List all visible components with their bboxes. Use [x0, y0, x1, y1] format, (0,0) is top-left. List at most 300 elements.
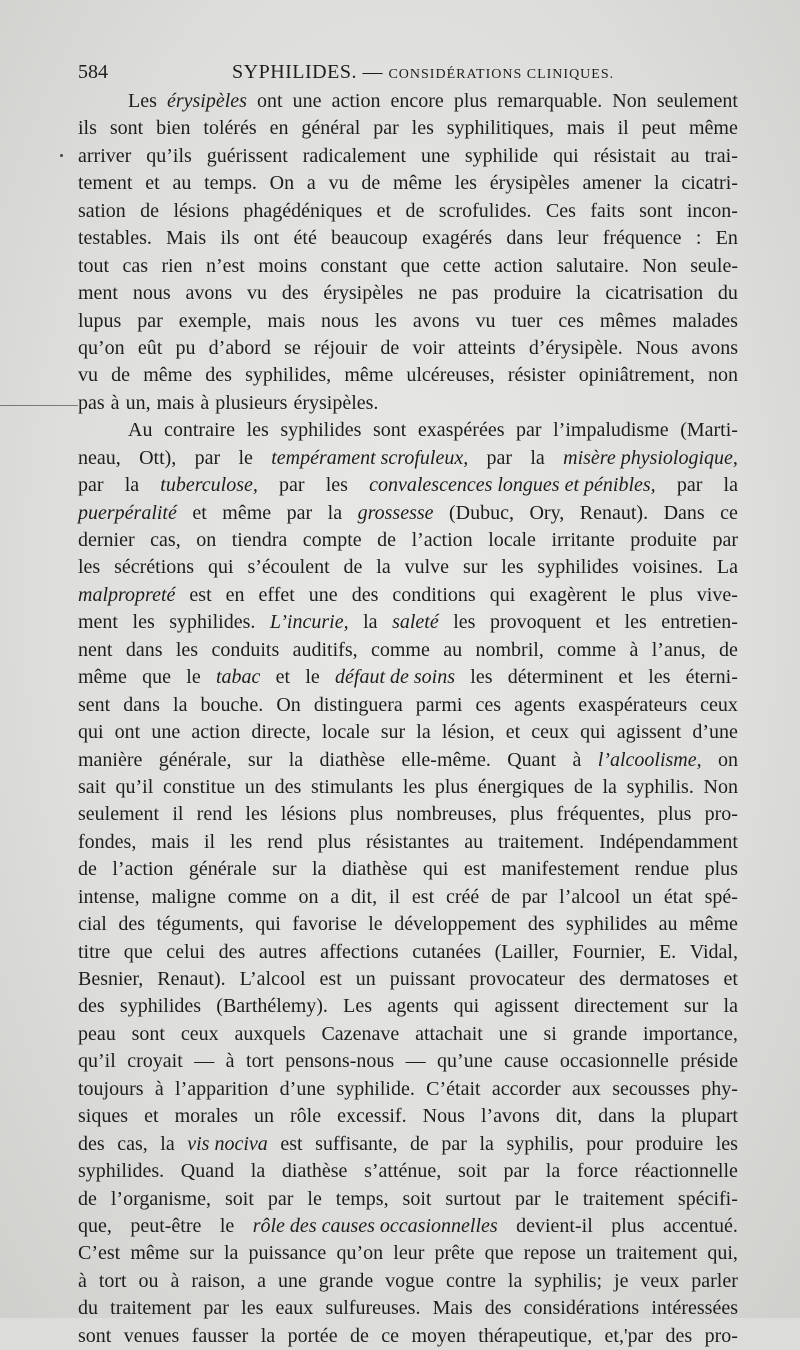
word: leur	[557, 227, 589, 250]
word: pensons-nous	[285, 1050, 395, 1073]
word: le	[238, 446, 253, 469]
word: sur	[272, 858, 297, 881]
word: ulcéreuses,	[406, 364, 495, 387]
word: raison,	[191, 1269, 246, 1292]
word: Nous	[635, 336, 679, 359]
word: vive-	[696, 583, 738, 606]
word: pro-	[704, 1324, 738, 1347]
word: remarquable.	[497, 90, 603, 112]
word: C’était	[426, 1077, 481, 1100]
ink-speck	[60, 154, 63, 157]
text-line	[78, 939, 738, 966]
word: la	[160, 1132, 175, 1155]
text-line	[78, 1240, 738, 1267]
word: Indépendamment	[599, 830, 738, 853]
word: d’une	[692, 721, 738, 744]
word: seule-	[690, 254, 738, 277]
word: puerpéralité	[78, 501, 177, 524]
text-line	[78, 1323, 738, 1350]
word: intense,	[78, 885, 140, 908]
word: ou	[138, 1269, 159, 1292]
word: distinguera	[313, 693, 403, 716]
word: réjouir	[313, 336, 368, 359]
word: cial	[78, 913, 107, 936]
word: peut	[641, 117, 677, 140]
word: par	[373, 117, 399, 140]
word: par	[486, 446, 513, 469]
text-line	[78, 500, 738, 527]
text-line	[78, 1268, 738, 1295]
text-line	[78, 582, 738, 609]
word: fausser	[191, 1324, 249, 1347]
text-line	[78, 88, 738, 115]
word: un	[253, 1105, 274, 1128]
word: a	[306, 172, 316, 195]
word: au	[670, 144, 690, 167]
text-line	[78, 1186, 738, 1213]
word: radicalement	[302, 144, 407, 167]
word: comme	[370, 638, 430, 661]
word: soit	[457, 1160, 487, 1183]
word: ceux	[531, 721, 570, 744]
running-head-title: SYPHILIDES. —	[232, 61, 383, 83]
word: soit	[225, 1187, 254, 1210]
word: mêmes	[599, 309, 657, 332]
word: les	[241, 1297, 264, 1320]
word: fondes,	[78, 830, 137, 853]
word: la	[327, 501, 343, 524]
word: sulfureuses.	[325, 1297, 421, 1320]
word: non	[707, 364, 738, 387]
word: qui	[553, 144, 579, 167]
word: syphilide.	[336, 1077, 415, 1100]
word: développement	[394, 913, 517, 936]
word: même	[143, 364, 193, 387]
word: les	[175, 638, 199, 661]
word: ne	[418, 282, 438, 305]
word: que	[400, 254, 430, 277]
word: même	[393, 172, 442, 195]
word: attachait	[415, 1022, 483, 1045]
word: auditifs,	[292, 638, 358, 661]
word: la	[602, 775, 617, 798]
word: —	[405, 1050, 426, 1073]
word: par	[676, 474, 703, 497]
word: En	[715, 227, 738, 250]
word: et	[723, 968, 738, 990]
word: qu’il	[115, 775, 154, 798]
word: exaspérateurs	[578, 693, 688, 716]
word: fréquentes,	[556, 803, 645, 826]
word: les	[245, 803, 268, 826]
word: trai-	[704, 144, 738, 167]
word: dernier	[78, 529, 135, 551]
word: eaux	[275, 1297, 314, 1320]
word: beaucoup	[331, 227, 408, 250]
word: la	[723, 995, 738, 1018]
word: Non	[612, 90, 647, 112]
word: la	[479, 1132, 494, 1155]
word: ment	[78, 282, 118, 305]
word: celui	[166, 940, 206, 963]
word: un	[586, 1242, 606, 1265]
word: encore	[390, 90, 444, 112]
word: rendue	[634, 858, 690, 881]
word: arriver	[78, 144, 132, 167]
word: sait	[78, 775, 106, 798]
word: plus	[658, 803, 692, 826]
word: effet	[258, 583, 295, 606]
word: de	[349, 1324, 369, 1347]
word: par	[521, 885, 548, 908]
word: et	[618, 666, 633, 689]
margin-rule-mark	[0, 405, 78, 406]
word: guérissent	[206, 144, 288, 167]
word: mais	[156, 391, 195, 414]
word: les	[453, 611, 476, 634]
text-line	[78, 1048, 738, 1075]
word: les	[648, 666, 671, 689]
word: syphilis.	[626, 775, 694, 798]
word: excessif.	[337, 1105, 407, 1128]
word: affections	[320, 940, 399, 963]
word: autres	[258, 940, 307, 963]
word: syphilides	[119, 995, 202, 1018]
word: rend	[196, 803, 233, 826]
word: mais	[267, 309, 306, 332]
word: est	[411, 885, 435, 908]
text-line	[78, 198, 738, 225]
text-line	[78, 335, 738, 362]
text-line	[78, 527, 738, 554]
word: d’érysipèle.	[528, 336, 623, 359]
word: par	[78, 474, 104, 497]
word: l’anus,	[651, 638, 706, 661]
word: accorder	[491, 1077, 561, 1100]
word: le	[219, 1214, 235, 1237]
word: les	[78, 556, 101, 579]
word: conduits	[211, 638, 280, 661]
word: plus	[317, 830, 352, 853]
word: il	[388, 885, 401, 908]
word: sont	[373, 419, 407, 442]
word: que	[123, 940, 153, 963]
word: ils	[220, 227, 240, 250]
word: scrofulides.	[438, 199, 532, 222]
word: phagédéniques	[243, 199, 363, 222]
word: les	[454, 172, 477, 195]
word: eût	[137, 336, 163, 359]
word: manifestement	[501, 858, 620, 881]
word: directe,	[251, 721, 311, 744]
word: du	[717, 282, 738, 305]
word: l’alcoolisme,	[597, 748, 702, 771]
word: siques	[78, 1105, 128, 1128]
word: des	[78, 995, 105, 1018]
word: croyait	[127, 1050, 183, 1073]
word: au	[658, 913, 678, 936]
word: peut-être	[130, 1214, 202, 1237]
word: syphilides	[280, 419, 362, 442]
word: devient-il	[516, 1214, 593, 1237]
text-line	[78, 856, 738, 883]
word: syphilis;	[534, 1269, 603, 1292]
word: se	[284, 336, 301, 359]
word: plus	[349, 803, 383, 826]
word: exagérés	[422, 227, 493, 250]
word: de	[343, 556, 363, 579]
word: prête	[434, 1242, 475, 1265]
word: énergiques	[477, 775, 565, 798]
word: titre	[78, 940, 111, 963]
word: sont	[109, 117, 144, 140]
word: des	[578, 968, 606, 990]
word: par	[137, 309, 163, 332]
word: érysipèles	[489, 172, 570, 195]
word: constitue	[162, 775, 236, 798]
word: Vidal,	[689, 940, 738, 963]
word: éterni-	[685, 666, 738, 689]
word: Besnier,	[78, 968, 144, 990]
word: ce	[720, 501, 738, 524]
word: sécrétions	[114, 556, 195, 579]
word: même	[222, 501, 272, 524]
word: de	[111, 364, 131, 387]
word: créé	[445, 885, 480, 908]
word: qui	[453, 995, 480, 1018]
word: de	[410, 1132, 429, 1155]
word: le	[186, 666, 201, 689]
word: qu’une	[437, 1050, 493, 1073]
word: Les	[128, 90, 157, 112]
word: sur	[683, 995, 709, 1018]
word: moyen	[411, 1324, 466, 1347]
word: comme	[227, 885, 287, 908]
word: traitement	[582, 1187, 664, 1210]
word: plus	[704, 858, 738, 881]
word: des	[665, 1324, 693, 1347]
word: avons	[691, 336, 738, 359]
word: atteints	[457, 336, 516, 359]
word: syphilide	[464, 144, 539, 167]
word: pour	[586, 1132, 623, 1155]
word: manière	[78, 748, 143, 771]
word: qui	[78, 721, 104, 744]
word: plus	[434, 775, 469, 798]
word: comme	[557, 638, 617, 661]
word: l’alcool	[559, 885, 621, 908]
word: en	[269, 117, 289, 140]
word: téguments,	[156, 913, 244, 936]
word: d’abord	[208, 336, 271, 359]
text-line	[78, 280, 738, 307]
word: contraire	[163, 419, 236, 442]
word: traitement.	[498, 830, 585, 853]
word: la	[576, 282, 591, 305]
word: d’une	[279, 1077, 326, 1100]
word: on	[718, 748, 738, 771]
word: même	[78, 666, 127, 689]
word: spé-	[704, 885, 738, 908]
text-line	[78, 417, 738, 444]
word: dit,	[555, 1105, 583, 1128]
word: Renaut).	[579, 501, 649, 524]
text-line	[78, 966, 738, 993]
word: (Dubuc,	[449, 501, 514, 524]
text-line	[78, 774, 738, 801]
word: l’organisme,	[110, 1187, 212, 1210]
text-line	[78, 911, 738, 938]
word: même	[688, 117, 738, 140]
word: morales	[174, 1105, 238, 1128]
word: tiendra	[231, 529, 288, 551]
word: à	[170, 1269, 180, 1292]
word: amener	[582, 172, 642, 195]
word: des	[527, 913, 555, 936]
text-line	[78, 609, 738, 636]
word: suffisante,	[315, 1132, 398, 1155]
word: opiniâtrement,	[578, 364, 695, 387]
text-line	[78, 993, 738, 1020]
text-line	[78, 115, 738, 142]
word: tort	[98, 1269, 127, 1292]
word: par	[441, 1132, 467, 1155]
word: aux	[572, 1077, 601, 1100]
word: défaut de soins	[335, 666, 456, 689]
word: été	[293, 227, 317, 250]
word: les	[411, 117, 434, 140]
word: une	[151, 721, 181, 744]
word: à	[78, 1269, 87, 1292]
word: considérations	[523, 1297, 640, 1320]
word: un	[355, 968, 376, 990]
word: malpropreté	[78, 583, 176, 606]
word: par	[267, 1187, 294, 1210]
word: la	[260, 1324, 276, 1347]
word: des	[118, 913, 146, 936]
word: nombreuses,	[396, 803, 497, 826]
word: tout	[78, 254, 110, 277]
word: mais	[151, 830, 190, 853]
word: par	[286, 501, 313, 524]
word: lésions	[173, 199, 230, 222]
text-line	[78, 143, 738, 170]
word: générale	[188, 858, 257, 881]
word: plusieurs	[215, 391, 288, 414]
word: puissance	[248, 1242, 327, 1265]
word: Ott),	[139, 446, 177, 469]
word: vu	[78, 364, 98, 387]
page-number: 584	[78, 61, 108, 83]
word: cette	[442, 254, 481, 277]
word: une	[498, 1022, 528, 1045]
word: qui,	[707, 1242, 738, 1265]
word: dans	[123, 693, 160, 716]
word: syphilitiques,	[446, 117, 554, 140]
word: (Lailler,	[494, 940, 559, 963]
body-text	[78, 88, 738, 1350]
word: salutaire.	[556, 254, 629, 277]
text-line	[78, 225, 738, 252]
word: produire	[635, 1132, 704, 1155]
word: par	[712, 529, 738, 551]
text-line	[78, 1158, 738, 1185]
word: cause	[504, 1050, 549, 1073]
word: les	[402, 775, 426, 798]
word: lupus	[78, 309, 122, 332]
word: la	[223, 1242, 239, 1265]
word: rend	[267, 830, 303, 853]
word: le	[307, 1187, 322, 1210]
word: mais	[566, 117, 605, 140]
word: maligne	[151, 885, 216, 908]
word: il	[617, 117, 629, 140]
word: et	[505, 721, 521, 744]
word: et	[145, 172, 160, 195]
word: la	[124, 474, 140, 497]
word: L’incurie,	[269, 611, 349, 634]
text-line	[78, 747, 738, 774]
word: vis nociva	[187, 1132, 268, 1155]
word: les	[715, 1132, 738, 1155]
word: s’écoulent	[247, 556, 330, 579]
word: Fournier,	[572, 940, 646, 963]
word: de	[78, 858, 97, 881]
word: grande	[318, 1269, 374, 1292]
word: bien	[156, 117, 191, 140]
word: nombril,	[475, 638, 544, 661]
word: puissant	[389, 968, 456, 990]
word: la	[376, 556, 391, 579]
word: un,	[125, 391, 151, 414]
word: et	[376, 199, 392, 222]
word: vu	[247, 282, 267, 305]
word: neau,	[78, 446, 121, 469]
word: de	[140, 199, 160, 222]
word: traitement	[616, 1242, 698, 1265]
word: Quand	[180, 1160, 235, 1183]
word: la	[654, 172, 669, 195]
word: tuberculose,	[160, 474, 258, 497]
word: le	[554, 1187, 569, 1210]
word: accentué.	[662, 1214, 738, 1237]
word: convalescences longues et pénibles,	[369, 474, 656, 497]
word: qui	[489, 583, 516, 606]
text-line	[78, 1021, 738, 1048]
word: qui	[422, 858, 449, 881]
word: temps.	[204, 172, 257, 195]
word: pu	[175, 336, 196, 359]
text-line	[78, 253, 738, 280]
word: par	[203, 1297, 229, 1320]
word: de	[361, 172, 381, 195]
word: sation	[78, 199, 126, 222]
word: la	[530, 446, 545, 469]
word: syphilides	[537, 556, 619, 579]
word: agents	[387, 995, 439, 1018]
word: par	[194, 446, 221, 469]
text-line	[78, 1213, 738, 1240]
word: occasionnelle	[559, 1050, 669, 1073]
word: On	[269, 172, 295, 195]
word: les	[325, 474, 348, 497]
word: voisines.	[632, 556, 703, 579]
word: Ces	[545, 199, 576, 222]
word: la	[311, 858, 327, 881]
word: provocateur	[469, 968, 565, 990]
word: tolérés	[203, 117, 257, 140]
word: au	[443, 638, 463, 661]
